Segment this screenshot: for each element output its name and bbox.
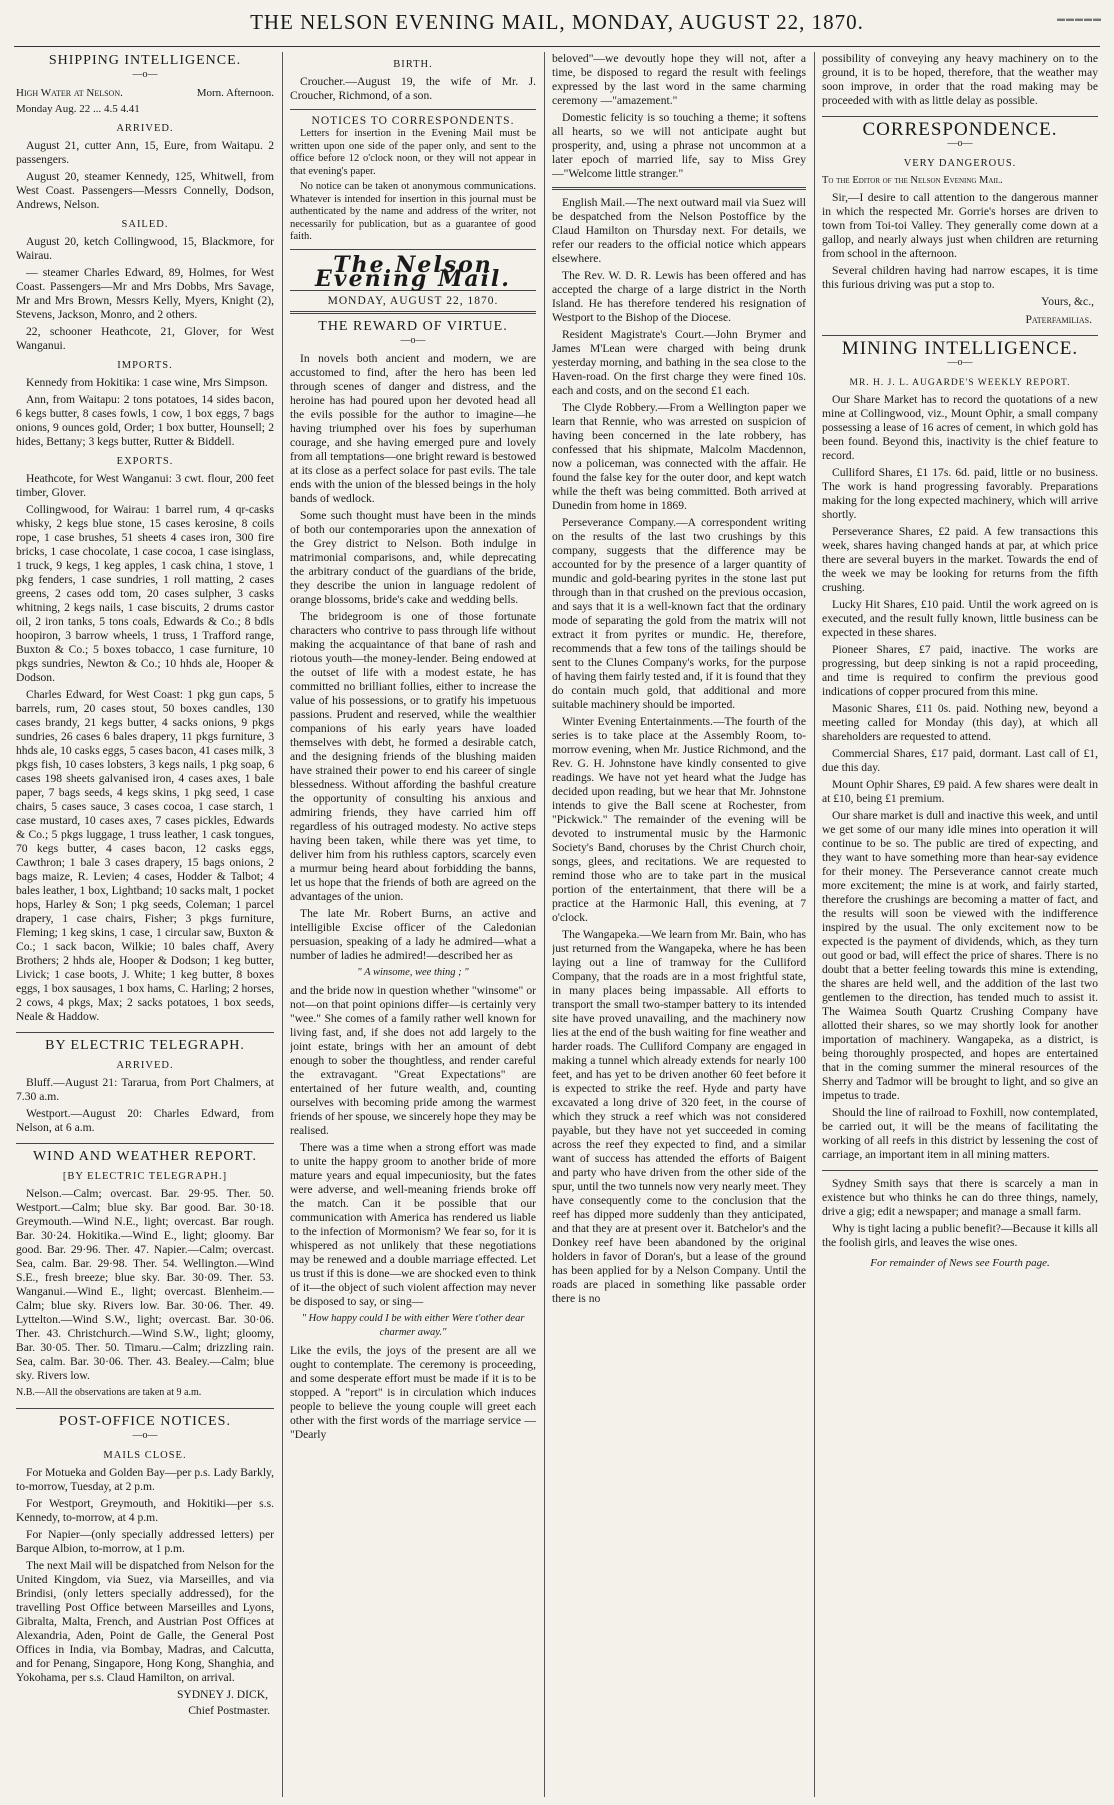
section-rule	[552, 187, 806, 190]
news-continuation: possibility of conveying any heavy machinery on to the ground, it is to be hoped, therefore, that the weather may soon improve, in order that the road making may be proceeded with with as little delay as possible.	[822, 52, 1098, 107]
library-stamp: ▬▬▬▬▬	[1057, 14, 1102, 23]
telegraph-heading: BY ELECTRIC TELEGRAPH.	[45, 1038, 245, 1053]
editorial-continuation: beloved"—we devoutly hope they will not, after a time, be disposed to regard the result with feelings expressed by the last word in the same charming ceremony —"amazement."	[552, 52, 806, 107]
post-office-heading: POST-OFFICE NOTICES.	[59, 1414, 231, 1429]
editorial-paragraph: Domestic felicity is so touching a theme; it softens all hearts, so we will not anticipate aught but prosperity, and, using a phrase not uncommon at a later epoch of married life, say to Miss Grey—"Welcome little stranger."	[552, 111, 806, 180]
tide-values: Monday Aug. 22 ... 4.5 4.41	[16, 103, 140, 115]
mining-paragraph: Should the line of railroad to Foxhill, now contemplated, be carried out, it will be the means of facilitating the working of all reefs in this district by lessening the cost of carriage, an important item in all mining matters.	[822, 1106, 1098, 1161]
arrived-subheading: ARRIVED.	[116, 123, 174, 134]
editorial-paragraph: Like the evils, the joys of the present are all we ought to contemplate. The ceremony is proceeding, and some desperate effort must be made if it is to be stopped. A "report" is in circulation which induces people to believe the young couple will greet each other with the first words of the marriage service — "Dearly	[290, 1343, 536, 1441]
mail-notice: For Westport, Greymouth, and Hokitiki—per s.s. Kennedy, to-morrow, at 4 p.m.	[16, 1497, 274, 1524]
tel-arrived-subheading: ARRIVED.	[116, 1060, 174, 1071]
editorial-paragraph: In novels both ancient and modern, we are accustomed to find, after the hero has been led through scenes of danger and distress, and the heroine has had poured upon her devoted head all the evils possible for the author to imagine—he having triumphed over his foes by superhuman courage, and she having emerged pure and lovely from all temptations—one bright reward is bestowed at its close as a perfect solace for past evils. The tale ends with the union of the blessed beings in the holy bands of wedlock.	[290, 351, 536, 505]
mining-heading: MINING INTELLIGENCE.	[841, 338, 1079, 359]
page-masthead: THE NELSON EVENING MAIL, MONDAY, AUGUST 22, 1870.	[250, 10, 864, 34]
tide-label: High Water at Nelson.	[16, 87, 123, 99]
mining-paragraph: Our Share Market has to record the quotations of a new mine at Collingwood, viz., Mount Ophir, a small company possessing a lease of 16 acres of cement, in which gold has been found. Beyond this, inactivity is the chief feature to record.	[822, 393, 1098, 462]
weather-subheading: [BY ELECTRIC TELEGRAPH.]	[62, 1171, 228, 1182]
column-divider-2	[544, 52, 545, 1797]
postmaster-title: Chief Postmaster.	[188, 1704, 270, 1717]
section-rule	[822, 335, 1098, 336]
column-1	[16, 52, 274, 1797]
sailing-entry: August 20, ketch Collingwood, 15, Blackmore, for Wairau.	[16, 235, 274, 262]
letter-title: VERY DANGEROUS.	[903, 158, 1017, 169]
ornament: —o—	[400, 334, 426, 346]
export-entry: Charles Edward, for West Coast: 1 pkg gun caps, 5 barrels, rum, 20 cases stout, 50 boxes candles, 130 cases brandy, 21 kegs butter, 4 sacks onions, 9 pkgs sundries, 26 cases 6 bales drapery, 11 pkgs furniture, 3 hhds ale, 10 casks eggs, 5 cases bacon, 41 cases milk, 3 pkgs fish, 10 cases lobsters, 3 kegs nails, 1 pkg soap, 6 cases 198 sheets galvanised iron, 4 cases axes, 1 bale paper, 7 bags seeds, 4 kegs skins, 1 pkg seed, 1 case chairs, 5 cases sauce, 3 cases cocoa, 1 case starch, 1 case mustard, 10 cases axes, 7 cases pickles, Edwards & Co.; 5 pkgs luggage, 1 truss leather, 1 cask tongues, 70 kegs butter, 4 cases bacon, 12 casks eggs, Cawthron; 1 bale 3 cases drapery, 15 bags onions, 2 bags maize, R. Levien; 4 cases, Hodder & Talbot; 4 bales leather, 1 box, Lightband; 10 sacks malt, 1 pocket hops, Harley & Son; 1 pkg seeds, Coleman; 1 parcel drapery, 1 case chairs, Fisher; 3 pkgs furniture, Fleming; 1 keg skins, 1 case, 1 circular saw, Buxton & Co.; 1 sack bacon, Wilkie; 10 bales chaff, Avery Brothers; 2 hhds ale, Hooper & Dodson; 1 keg butter, Livick; 1 case boots, J. White; 1 keg butter, 8 boxes eggs, 1 box sausages, 1 box hams, C. Harling; 2 horses, 2 cows, 4 pkgs, Max; 2 sacks potatoes, 1 box seeds, Neale & Haddow.	[16, 688, 274, 1023]
column-divider-3	[814, 52, 815, 1797]
mail-notice: For Napier—(only specially addressed letters) per Barque Albion, to-morrow, at 1 p.m.	[16, 1528, 274, 1555]
birth-heading: BIRTH.	[393, 59, 433, 70]
news-item-entertainments: Winter Evening Entertainments.—The fourth of the series is to take place at the Assembly Room, to-morrow evening, when Mr. Justice Richmond, and the Rev. G. H. Johnstone have kindly consented to give readings. We have not yet heard what the Judge has decided upon reading, but we hear that Mr. Johnstone intends to give the Ball scene at Rochester, from "Pickwick." The remainder of the evening will be devoted to instrumental music by the Harmonic Society's Band, choruses by the Christ Church choir, songs, glees, and recitations. We are requested to remind those who are to take part in the musical portion of the entertainment, that there will be a practice at the Harmonic Hall, this evening, at 7 o'clock.	[552, 715, 806, 924]
section-rule	[16, 1143, 274, 1144]
editorial-paragraph: The bridegroom is one of those fortunate characters who contrive to pass through life without making the acquaintance of that bane of rash and riotous youth—the money-lender. Being endowed at the outset of life with a modest estate, he has committed no brilliant follies, either to increase the value of his possessions, or to gratify his impetuous passions. Prudent and reserved, while the wealthier companions of his early years have loaded themselves with debt, he formed a desirable catch, and the designing friends of the blushing maiden have strained their power to end his career of single blessedness. Without affording the bashful creature the opportunity of consulting his anxious and admiring friends, they have carried him off regardless of his outraged modesty. No active steps having been taken, while there was yet time, to deliver him from his ruthless captors, scarcely even a murmur being heard about forbidding the banns, let us hope that the friends of both are agreed on the advantages of the union.	[290, 609, 536, 903]
news-item-english-mail: English Mail.—The next outward mail via Suez will be despatched from the Nelson Postoffice by the Claud Hamilton on Thursday next. For details, we refer our readers to the official notice which appears elsewhere.	[552, 196, 806, 265]
telegraph-entry: Bluff.—August 21: Tararua, from Port Chalmers, at 7.30 a.m.	[16, 1076, 274, 1103]
weather-report: Nelson.—Calm; overcast. Bar. 29·95. Ther. 50. Westport.—Calm; blue sky. Bar good. Bar. 30·18. Greymouth.—Wind N.E., light; overcast. Bar rough. Bar. 30·24. Hokitika.—Wind E., light; gloomy. Bar good. Bar. 29·96. Ther. 47. Napier.—Calm; overcast. Sea, calm. Bar. 29·98. Ther. 54. Wellington.—Wind S.E., fresh breeze; blue sky. Bar. 30·09. Ther. 53. Wanganui.—Wind E., light; overcast. Blenheim.—Calm; blue sky. Rivers low. Bar. 30·06. Ther. 49. Lyttelton.—Wind S.W., light; overcast. Bar. 30·06. Ther. 43. Christchurch.—Wind S.W., light; gloomy, Bar. 30·05. Ther. 50. Timaru.—Calm; drizzling rain. Sea, calm. Bar. 30·06. Ther. 43. Bealey.—Calm; blue sky. Rivers low.	[16, 1187, 274, 1382]
weather-heading: WIND AND WEATHER REPORT.	[32, 1149, 258, 1164]
birth-notice: Croucher.—August 19, the wife of Mr. J. Croucher, Richmond, of a son.	[290, 75, 536, 102]
editorial-paragraph: Some such thought must have been in the minds of both our contemporaries upon the annexation of the Grey district to Nelson. Both indulge in matrimonial comparisons, and, while deprecating the arbitrary conduct of the guardians of the bride, they describe the union in language redolent of orange blossoms, bride's cake and wedding bells.	[290, 508, 536, 606]
news-item-wangapeka: The Wangapeka.—We learn from Mr. Bain, who has just returned from the Wangapeka, where he has been laying out a line of tramway for the Culliford Company, that the roads are in a most frightful state, in many places being impassable. All efforts to transport the small two-stamper battery to its intended site have proved unavailing, and the machinery now lies at the end of the bush waiting for fine weather and harder roads. The Culliford Company are engaged in making a tunnel which already extends for nearly 100 feet, and has yet to be driven another 60 feet before it is expected to strike the reef. Hyde and party have excavated a long drive of 320 feet, in the course of which they struck a reef which was not considered payable, but they have not yet succeeded in coming across the reef they expected to find, and a similar want of success has attended the efforts of Baigent and party who have driven from the other side of the spur, until the two tunnels now very nearly meet. They have consequently come to the conclusion that the reef has dipped more suddenly than they anticipated, and that they are at present over it. Batchelor's and the Donkey reef have been abandoned by the original holders in favor of Doran's, but a lease of the ground has been applied for by a Nelson Company. Until the roads are placed in something like passable order there is no	[552, 928, 806, 1305]
tide-header	[16, 86, 274, 100]
editorial-paragraph: The late Mr. Robert Burns, an active and intelligible Excise officer of the Caledonian persuasion, speaking of a lady he admired—what a number of ladies he admired!—described her as	[290, 906, 536, 962]
mining-paragraph: Commercial Shares, £17 paid, dormant. Last call of £1, due this day.	[822, 747, 1098, 774]
mining-paragraph: Culliford Shares, £1 17s. 6d. paid, little or no business. The work is hand progressing favorably. Preparations making for the long expected machinery, which will arrive shortly.	[822, 466, 1098, 521]
masthead-rule	[14, 46, 1100, 47]
arrival-entry: August 21, cutter Ann, 15, Eure, from Waitapu. 2 passengers.	[16, 139, 274, 166]
mining-paragraph: Perseverance Shares, £2 paid. A few transactions this week, shares having changed hands at par, at which price there are several buyers in the market. Towards the end of the week we may be looking for returns from the fifth crushing.	[822, 525, 1098, 594]
mining-paragraph: Masonic Shares, £11 0s. paid. Nothing new, beyond a meeting called for Monday (this day), at which all shareholders are requested to attend.	[822, 702, 1098, 743]
import-entry: Kennedy from Hokitika: 1 case wine, Mrs Simpson.	[26, 376, 268, 389]
shipping-heading: SHIPPING INTELLIGENCE.	[48, 53, 242, 68]
sailing-entry: — steamer Charles Edward, 89, Holmes, for West Coast. Passengers—Mr and Mrs Dobbs, Mrs Savage, Mr and Mrs Brown, Messrs Kelly, Myers, Knight (2), Stevens, Jackson, Monro, and 2 others.	[16, 266, 274, 321]
notice-text: No notice can be taken ot anonymous communications. Whatever is intended for insertion in this journal must be authenticated by the name and address of the writer, not necessarily for publication, but as a guarantee of good faith.	[290, 181, 536, 242]
telegraph-entry: Westport.—August 20: Charles Edward, from Nelson, at 6 a.m.	[16, 1107, 274, 1134]
letter-paragraph: Sir,—I desire to call attention to the dangerous manner in which the respected Mr. Gorrie's horses are driven to town from Toi-toi Valley. They generally come down at a gallop, and nearly always just when children are returning from school in the afternoon.	[822, 191, 1098, 260]
imports-subheading: IMPORTS.	[117, 360, 173, 371]
news-item-perseverance: Perseverance Company.—A correspondent writing on the results of the last two crushings by this company, suggests that the difference may be accounted for by the presence of a larger quantity of mundic and gold-bearing pyrites in the stone last put through than in that crushed on the previous occasion, and says that it is a well-known fact that the ordinary mode of separating the gold from the matrix will not extract it from pyrites or mundic. He, therefore, recommends that a few tons of the tailings should be sent to the Clunes Company's works, for the purpose of having them fairly tested and, if it is found that they do contain much gold, that additional and more suitable machinery should be imported.	[552, 516, 806, 711]
mails-close-subheading: MAILS CLOSE.	[103, 1450, 187, 1461]
export-entry: Collingwood, for Wairau: 1 barrel rum, 4 qr-casks whisky, 2 kegs blue stone, 15 cases kerosine, 8 coils rope, 1 case brushes, 51 sheets 4 cases iron, 300 fire bricks, 1 case chocolate, 1 case cocoa, 1 case isinglass, 1 truck, 9 kegs, 1 keg apples, 1 cask china, 1 stove, 1 pkg fenders, 1 case sundries, 1 roll matting, 2 cases greens, 2 cases odd tom, 20 cases sulpher, 3 casks whitning, 2 kegs nails, 1 case biscuits, 2 drums castor oil, 2 iron tanks, 5 tons coals, Edwards & Co.; 8 bdls hoopiron, 3 barrow wheels, 1 truss, 1 Trafford range, Buxton & Co.; 5 boxes tobacco, 1 case furniture, 10 pkgs sundries, Newton & Co.; 10 hhds ale, Hooper & Dodson.	[16, 503, 274, 684]
paragraph-sydney-smith: Sydney Smith says that there is scarcely a man in existence but who thinks he can do three things, namely, drive a gig; edit a newspaper; and manage a small farm.	[822, 1177, 1098, 1218]
news-item-magistrates-court: Resident Magistrate's Court.—John Brymer and James M'Lean were charged with being drunk yesterday morning, and bathing in the sea close to the Haven-road. On the first charge they were fined 10s. each and costs, and on the second £1 each.	[552, 328, 806, 397]
ornament: —o—	[947, 138, 973, 149]
editorial-paragraph: There was a time when a strong effort was made to unite the happy groom to another bride of more mature years and equal impecuniosity, but the fates were adverse, and well-meaning friends broke off the match. Can it be possible that our communication with America has rendered us liable to the infection of Mormonism? We fear so, for it is whispered as not unlikely that these negotiations may be renewed and a double marriage effected. Let us trust if this is done—we are shocked even to think of it—the object of such violent affection may never be disposed to say, or sing—	[290, 1140, 536, 1308]
news-item-rev-lewis: The Rev. W. D. R. Lewis has been offered and has accepted the charge of a large district in the North Island. He has therefore tendered his resignation of Westport to the Bishop of the Diocese.	[552, 269, 806, 324]
news-item-clyde-robbery: The Clyde Robbery.—From a Wellington paper we learn that Rennie, who was arrested on suspicion of having been concerned in the late robbery, has confessed that his shipmate, Malcolm Macdennon, now a policeman, was connected with the affair. He found the false key for the outer door, and kept watch while the theft was being committed. Both arrived at Dunedin from home in 1869.	[552, 401, 806, 512]
sailed-subheading: SAILED.	[121, 219, 169, 230]
letter-paragraph: Several children having had narrow escapes, it is time this furious driving was put a stop to.	[822, 264, 1098, 291]
reward-heading: THE REWARD OF VIRTUE.	[318, 318, 508, 334]
mail-notice: The next Mail will be dispatched from Nelson for the United Kingdom, via Suez, via Marseilles, and via Brindisi, (only letters specially addressed), for the travelling Post Office between Marseilles and Lyons, Gibralta, Malta, French, and Austrian Post Offices at Alexandria, Aden, Point de Galle, the General Post Offices in India, via Bombay, Madras, and Calcutta, and for Penang, Singapore, Hong Kong, Shanghia, and Yokohama, per s.s. Claud Hamilton, on arrival.	[16, 1559, 274, 1684]
letter-signature: Paterfamilias.	[1025, 313, 1092, 326]
import-entry: Ann, from Waitapu: 2 tons potatoes, 14 sides bacon, 6 kegs butter, 8 cases fowls, 1 cow, 1 box eggs, 7 bags onions, 9 ounces gold, Order; 1 box butter, Hounsell; 2 hides, Bettany; 3 kegs butter, Rutter & Biddell.	[16, 393, 274, 448]
ornament: —o—	[132, 69, 158, 80]
ornament: —o—	[132, 1430, 158, 1441]
mail-notice: For Motueka and Golden Bay—per p.s. Lady Barkly, to-morrow, Tuesday, at 2 p.m.	[16, 1466, 274, 1493]
editorial-paragraph: and the bride now in question whether "winsome" or not—on that point opinions differ—is certainly very "wee." She comes of a family rather well known for living fast, and, if she does not add largely to the joint estate, brings with her an amount of debt enough to sober the thoughtless, and render careful the extravagant. "Great Expectations" are entertained of her future wealth, and, counting ourselves with becoming pride among the warmest friends of her spouse, we sincerely hope they may be realised.	[290, 983, 536, 1137]
weather-note: N.B.—All the observations are taken at 9 a.m.	[16, 1387, 202, 1398]
postmaster-name: SYDNEY J. DICK,	[176, 1688, 268, 1701]
arrival-entry: August 20, steamer Kennedy, 125, Whitwell, from West Coast. Passengers—Messrs Connelly, Dodson, Andrews, Nelson.	[16, 170, 274, 211]
column-divider-1	[282, 52, 283, 1797]
continuation-note: For remainder of News see Fourth page.	[870, 1257, 1050, 1269]
ornament: —o—	[947, 357, 973, 368]
mining-paragraph: Pioneer Shares, £7 paid, inactive. The works are progressing, but deep sinking is not a rapid proceeding, and time is required to confirm the previous good indications of copper procured from this mine.	[822, 643, 1098, 698]
letter-addressee: To the Editor of the Nelson Evening Mail.	[822, 175, 1003, 186]
section-rule	[16, 1408, 274, 1409]
column-3	[552, 52, 806, 1797]
paragraph-tight-lacing: Why is tight lacing a public benefit?—Because it kills all the foolish girls, and leaves the wise ones.	[822, 1222, 1098, 1249]
notices-heading: NOTICES TO CORRESPONDENTS.	[311, 115, 515, 127]
notices-box	[290, 109, 536, 250]
paper-date: MONDAY, AUGUST 22, 1870.	[290, 290, 536, 314]
paper-nameplate: The Nelson Evening Mail.	[315, 251, 511, 292]
export-entry: Heathcote, for West Wanganui: 3 cwt. flour, 200 feet timber, Glover.	[16, 472, 274, 499]
letter-closing: Yours, &c.,	[1041, 295, 1094, 308]
exports-subheading: EXPORTS.	[116, 456, 174, 467]
section-rule	[16, 1032, 274, 1033]
column-2	[290, 52, 536, 1797]
column-4	[822, 52, 1098, 1797]
mining-report-subheading: MR. H. J. L. AUGARDE'S WEEKLY REPORT.	[849, 378, 1071, 388]
section-rule	[822, 1170, 1098, 1171]
mining-paragraph: Mount Ophir Shares, £9 paid. A few shares were dealt in at £10, being £1 premium.	[822, 778, 1098, 805]
sailing-entry: 22, schooner Heathcote, 21, Glover, for West Wanganui.	[16, 325, 274, 352]
correspondence-heading: CORRESPONDENCE.	[862, 119, 1058, 140]
mining-paragraph: Our share market is dull and inactive this week, and until we get some of our many idle mines into operation it will continue to be so. The public are tired of expecting, and they want to have something more than hear-say evidence for their money. The Perseverance cannot create much more excitement; the mine is at work, and fairly started, therefore the crushings are becoming a matter of fact, and the results will soon be viewed with the indifference inspired by the usual. The only excitement now to be expected is the payment of dividends, which, as they turn out good or bad, will effect the price of shares. There is no doubt that a better feeling towards this mine is extending, the shares are held well, and the addition of the last two gentlemen to the direction, has tended much to assist it. The Waimea South Quartz Crushing Company have allotted their shares, so we may shortly look for another importation of machinery. Wangapeka, as a district, is being thoroughly prospected, and hopes are entertained that in the coming summer the mineral resources of the Sherry and Tadmor will be brought to light, and so give an impetus to trade.	[822, 809, 1098, 1102]
song-quote: " How happy could I be with either Were t'other dear charmer away."	[301, 1312, 525, 1338]
tide-row	[16, 102, 274, 116]
section-rule	[822, 116, 1098, 117]
tide-columns: Morn. Afternoon.	[196, 87, 274, 99]
notice-text: Letters for insertion in the Evening Mail must be written upon one side of the paper only, and sent to the office before 12 o'clock noon, or they will not appear in that evening's paper.	[290, 128, 536, 177]
mining-paragraph: Lucky Hit Shares, £10 paid. Until the work agreed on is executed, and the result fully known, little business can be expected in these shares.	[822, 598, 1098, 639]
burns-quote: " A winsome, wee thing ; "	[357, 966, 469, 978]
